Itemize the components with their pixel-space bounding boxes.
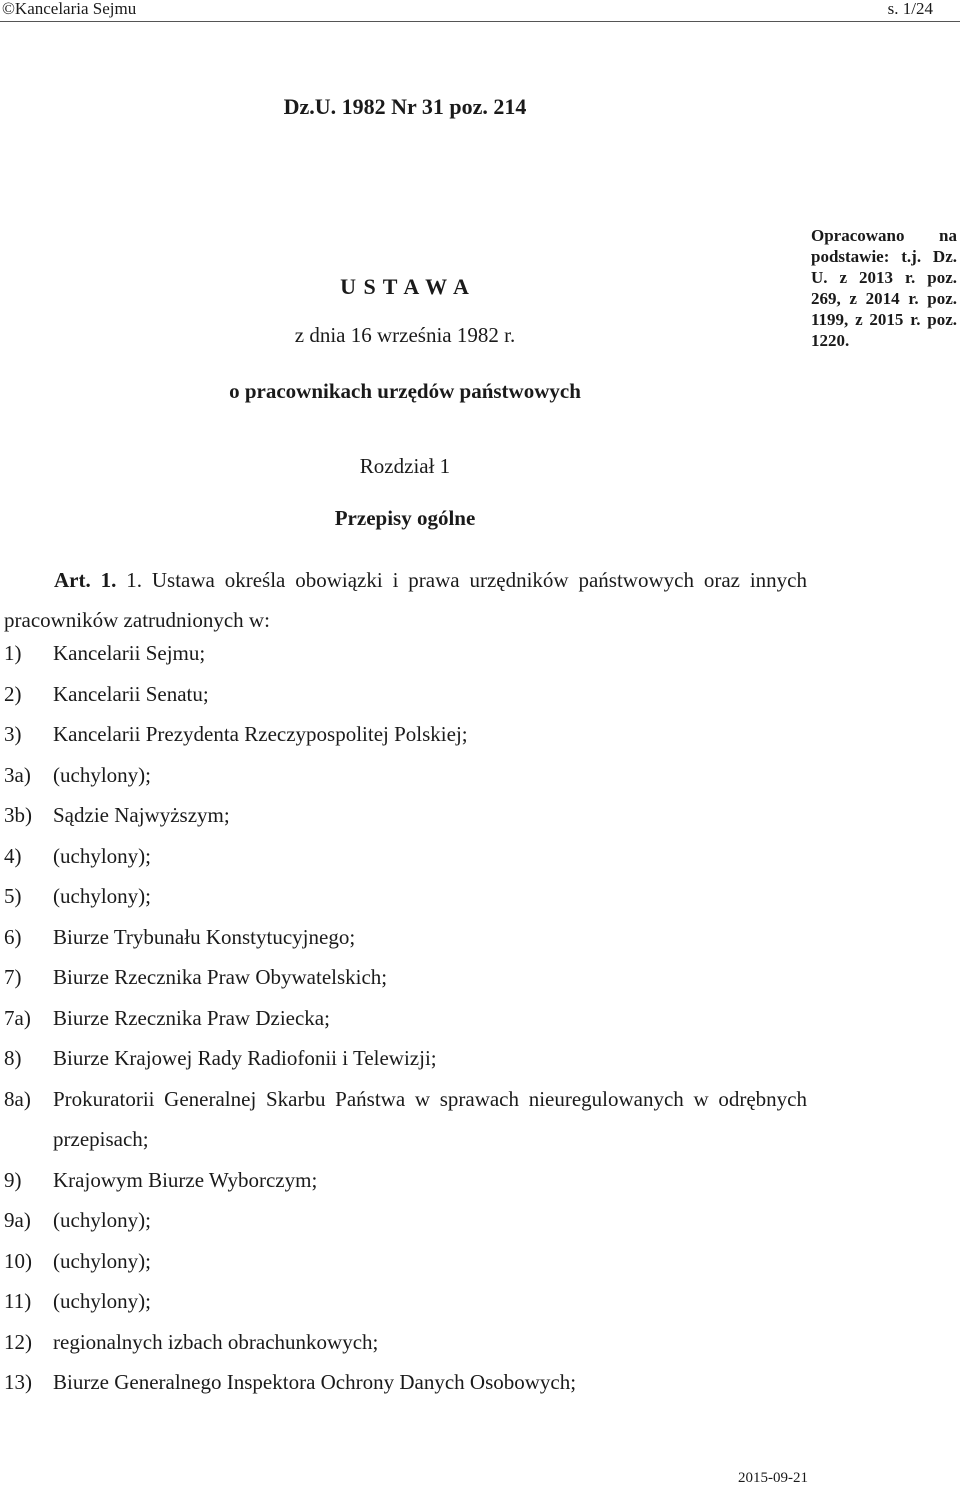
list-item-text: Kancelarii Sejmu;: [53, 641, 206, 665]
act-date: z dnia 16 września 1982 r.: [294, 323, 516, 347]
list-item: [4, 836, 807, 877]
list-item-number: 7): [4, 965, 22, 989]
list-item: [4, 1362, 807, 1403]
list-item-number: 7a): [4, 1005, 31, 1030]
list-item-text: Prokuratorii Generalnej Skarbu Państwa w sprawach nieuregulowanych w odrębnych przepisach;: [53, 1086, 807, 1151]
list-item-number: 8a): [4, 1086, 31, 1111]
list-item-number: 1): [4, 641, 22, 665]
side-note: Opracowano na podstawie: t.j. Dz. U. z 2013 r. poz. 269, z 2014 r. poz. 1199, z 2015 r. poz. 1220.: [811, 226, 957, 350]
list-item-text: (uchylony);: [53, 843, 151, 868]
list-item: [4, 1281, 807, 1322]
list-item-number: 2): [4, 681, 22, 706]
article-1: [4, 560, 807, 640]
act-type: U S T A W A: [340, 274, 470, 299]
list-item-number: 5): [4, 884, 22, 908]
list-item-text: (uchylony);: [53, 1248, 151, 1273]
act-subject: o pracownikach urzędów państwowych: [229, 379, 581, 403]
list-item: [4, 917, 807, 958]
list-item-number: 3a): [4, 762, 31, 787]
list-item: [4, 714, 807, 755]
page-header: [0, 0, 960, 22]
list-item: [4, 633, 807, 674]
list-item: [4, 1322, 807, 1363]
list-item: [4, 957, 807, 998]
chapter-label: Rozdział 1: [359, 454, 451, 478]
list-item-text: Kancelarii Senatu;: [53, 681, 209, 706]
list-item: [4, 1200, 807, 1241]
list-item-text: Biurze Krajowej Rady Radiofonii i Telewizji;: [53, 1046, 437, 1070]
list-item-number: 10): [4, 1248, 32, 1273]
list-item-text: Biurze Rzecznika Praw Dziecka;: [53, 1005, 330, 1030]
list-item: [4, 1241, 807, 1282]
list-item-text: (uchylony);: [53, 884, 151, 908]
list-item-number: 13): [4, 1370, 32, 1394]
list-item-number: 3): [4, 722, 22, 746]
journal-reference: Dz.U. 1982 Nr 31 poz. 214: [283, 94, 527, 119]
list-item-text: (uchylony);: [53, 762, 151, 787]
list-item: [4, 674, 807, 715]
header-source: ©Kancelaria Sejmu: [2, 0, 137, 18]
list-item-number: 3b): [4, 803, 32, 827]
footer-date: 2015-09-21: [738, 1470, 808, 1486]
list-item-text: Biurze Trybunału Konstytucyjnego;: [53, 924, 356, 949]
header-divider: [0, 21, 960, 22]
list-item-text: Krajowym Biurze Wyborczym;: [53, 1167, 318, 1192]
list-item: [4, 1038, 807, 1079]
article-label: Art. 1.: [54, 568, 117, 592]
list-item-text: Sądzie Najwyższym;: [53, 803, 230, 827]
list-item: [4, 876, 807, 917]
list-item: [4, 1079, 807, 1160]
list-item-text: regionalnych izbach obrachunkowych;: [53, 1329, 379, 1354]
list-item: [4, 795, 807, 836]
list-item-number: 9a): [4, 1208, 31, 1232]
list-item-number: 4): [4, 843, 22, 868]
article-item-list: [4, 633, 807, 1403]
list-item-text: Biurze Rzecznika Praw Obywatelskich;: [53, 965, 388, 989]
list-item-number: 8): [4, 1046, 22, 1070]
list-item-text: (uchylony);: [53, 1208, 151, 1232]
list-item-number: 6): [4, 924, 22, 949]
list-item-text: (uchylony);: [53, 1289, 151, 1313]
list-item: [4, 998, 807, 1039]
chapter-title: Przepisy ogólne: [334, 506, 476, 530]
list-item-number: 11): [4, 1289, 32, 1313]
list-item: [4, 1160, 807, 1201]
list-item-number: 12): [4, 1329, 32, 1354]
list-item-text: Kancelarii Prezydenta Rzeczypospolitej Polskiej;: [53, 722, 468, 746]
page-number: s. 1/24: [887, 0, 933, 18]
list-item-number: 9): [4, 1167, 22, 1192]
list-item-text: Biurze Generalnego Inspektora Ochrony Danych Osobowych;: [53, 1370, 577, 1394]
article-text: 1. Ustawa określa obowiązki i prawa urzędników państwowych oraz innych pracowników zatrudnionych w:: [4, 568, 807, 632]
list-item: [4, 755, 807, 796]
